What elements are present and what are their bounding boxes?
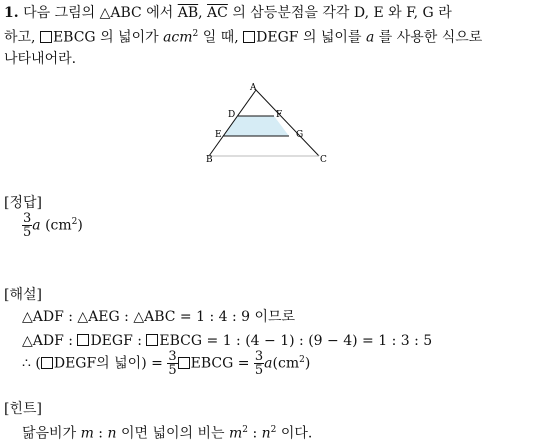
solution-line-3: ∴ ( DEGF의 넓이) = $\frac{3}{5}$ EBCG = $\frac{3}{5}$ $a(cm^2)$ xyxy=(22,349,311,378)
label-g: G xyxy=(296,130,304,140)
label-e: E xyxy=(215,130,222,140)
solution-line-1: △ADF : △AEG : △ABC = 1 : 4 : 9 이므로 xyxy=(22,309,296,325)
hint-text: 닮음비가 m : n 이면 넓이의 비는 $m^2$ : $n^2$ 이다. xyxy=(22,425,313,442)
problem-line-1: 1. 다음 그림의 △ABC 에서 $\overline{AB}$, $\overline{AC}$ 의 삼등분점을 각각 D, E 와 F, G 라 xyxy=(4,5,452,21)
square-symbol-icon xyxy=(146,334,158,346)
solution-heading: [해설] xyxy=(4,287,42,303)
triangle-figure xyxy=(200,80,340,170)
answer-heading: [정답] xyxy=(4,195,42,211)
segment-ac: $\overline{AC}$ xyxy=(207,5,228,21)
answer-fraction: $\frac{3}{5}$ xyxy=(23,211,32,240)
square-symbol-icon xyxy=(40,31,52,43)
square-symbol-icon xyxy=(41,357,53,369)
segment-ab: $\overline{AB}$ xyxy=(177,5,199,21)
solution-line-2: △ADF : DEGF : EBCG = 1 : (4 − 1) : (9 − 4) = 1 : 3 : 5 xyxy=(22,333,433,349)
square-symbol-icon xyxy=(77,334,89,346)
square-symbol-icon xyxy=(178,357,190,369)
label-b: B xyxy=(206,155,213,165)
label-f: F xyxy=(276,110,283,120)
label-c: C xyxy=(320,155,327,165)
label-d: D xyxy=(228,110,236,120)
answer-expression: $\frac{3}{5}$ a $(cm^2)$ xyxy=(23,211,83,240)
hint-heading: [힌트] xyxy=(4,401,42,417)
problem-line-2: 하고, EBCG 의 넓이가 acm$^2$ 일 때, DEGF 의 넓이를 a 를 사용한 식으로 xyxy=(4,29,483,46)
square-symbol-icon xyxy=(243,31,255,43)
problem-line-3: 나타내어라. xyxy=(4,51,77,67)
therefore-symbol: ∴ xyxy=(22,355,31,372)
label-a: A xyxy=(250,83,257,93)
problem-number: 1. xyxy=(4,5,19,21)
